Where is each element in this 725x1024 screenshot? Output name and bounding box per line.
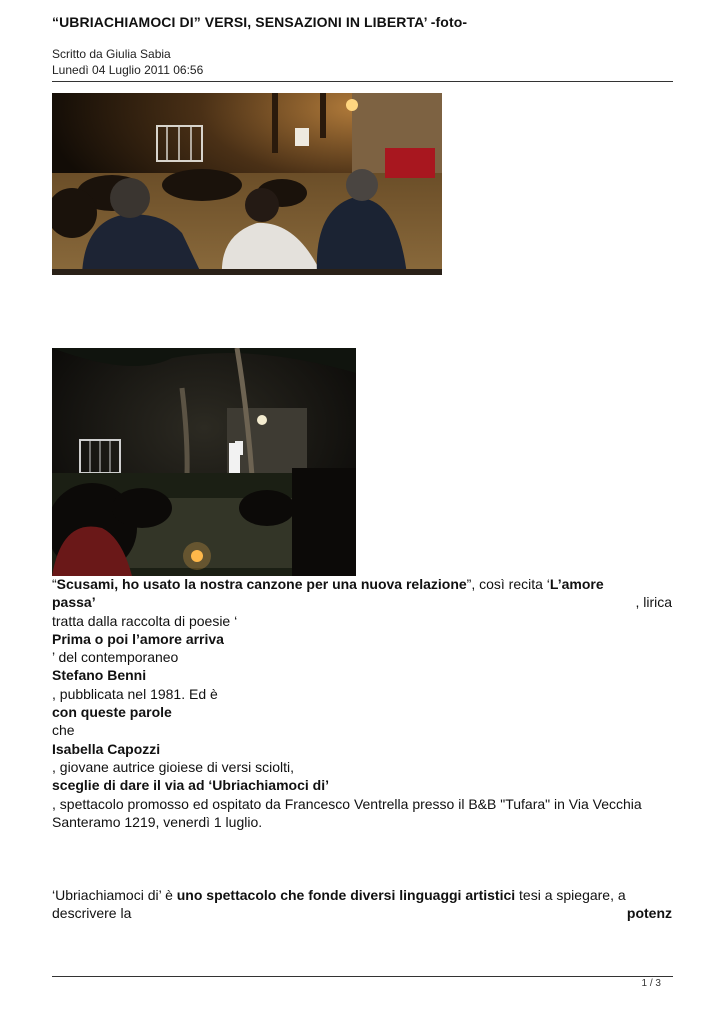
phrase-bold: con queste parole — [52, 704, 172, 721]
text-fragment: ‘Ubriachiamoci di’ è — [52, 887, 177, 903]
article-title: “UBRIACHIAMOCI DI” VERSI, SENSAZIONI IN LIBERTA’ -foto- — [52, 14, 468, 30]
phrase-bold: uno spettacolo che fonde diversi linguaggi artistici — [176, 887, 516, 903]
header-divider — [52, 81, 673, 82]
quote-bold: Scusami, ho usato la nostra canzone per una nuova relazione — [56, 576, 467, 592]
book-title-bold: Prima o poi l’amore arriva — [52, 630, 224, 647]
page-number: 1 / 3 — [641, 978, 661, 989]
phrase-bold: sceglie di dare il via ad ‘Ubriachiamoci di’ — [52, 777, 329, 794]
text-line: , giovane autrice gioiese di versi sciolti, — [52, 758, 295, 775]
text-line: , spettacolo promosso ed ospitato da Francesco Ventrella presso il B&B "Tufara" in Via Vecchia — [52, 795, 642, 812]
event-photo-1 — [52, 93, 442, 275]
text-line: che — [52, 722, 75, 739]
poem-title-bold: L’amore — [549, 576, 604, 592]
event-photo-2 — [52, 348, 356, 576]
text-fragment: ”, così recita ‘ — [466, 576, 550, 592]
text-line: ’ del contemporaneo — [52, 649, 179, 666]
author-name-bold: Stefano Benni — [52, 667, 147, 684]
article-author: Scritto da Giulia Sabia — [52, 47, 171, 61]
performer-name-bold: Isabella Capozzi — [52, 740, 161, 757]
footer-divider — [52, 976, 673, 977]
poem-title-bold: passa’ — [52, 594, 96, 611]
text-fragment: tesi a spiegare, a — [515, 887, 626, 903]
text-fragment: “ — [52, 576, 57, 592]
article-date: Lunedì 04 Luglio 2011 06:56 — [52, 63, 204, 77]
article-paragraph-2 — [52, 886, 672, 923]
article-paragraph-1 — [52, 575, 672, 831]
text-line: tratta dalla raccolta di poesie ‘ — [52, 612, 238, 629]
text-fragment: , lirica — [635, 594, 672, 611]
text-line: , pubblicata nel 1981. Ed è — [52, 685, 218, 702]
text-fragment: descrivere la — [52, 905, 132, 922]
phrase-bold: potenz — [626, 905, 672, 922]
text-line: Santeramo 1219, venerdì 1 luglio. — [52, 813, 263, 830]
